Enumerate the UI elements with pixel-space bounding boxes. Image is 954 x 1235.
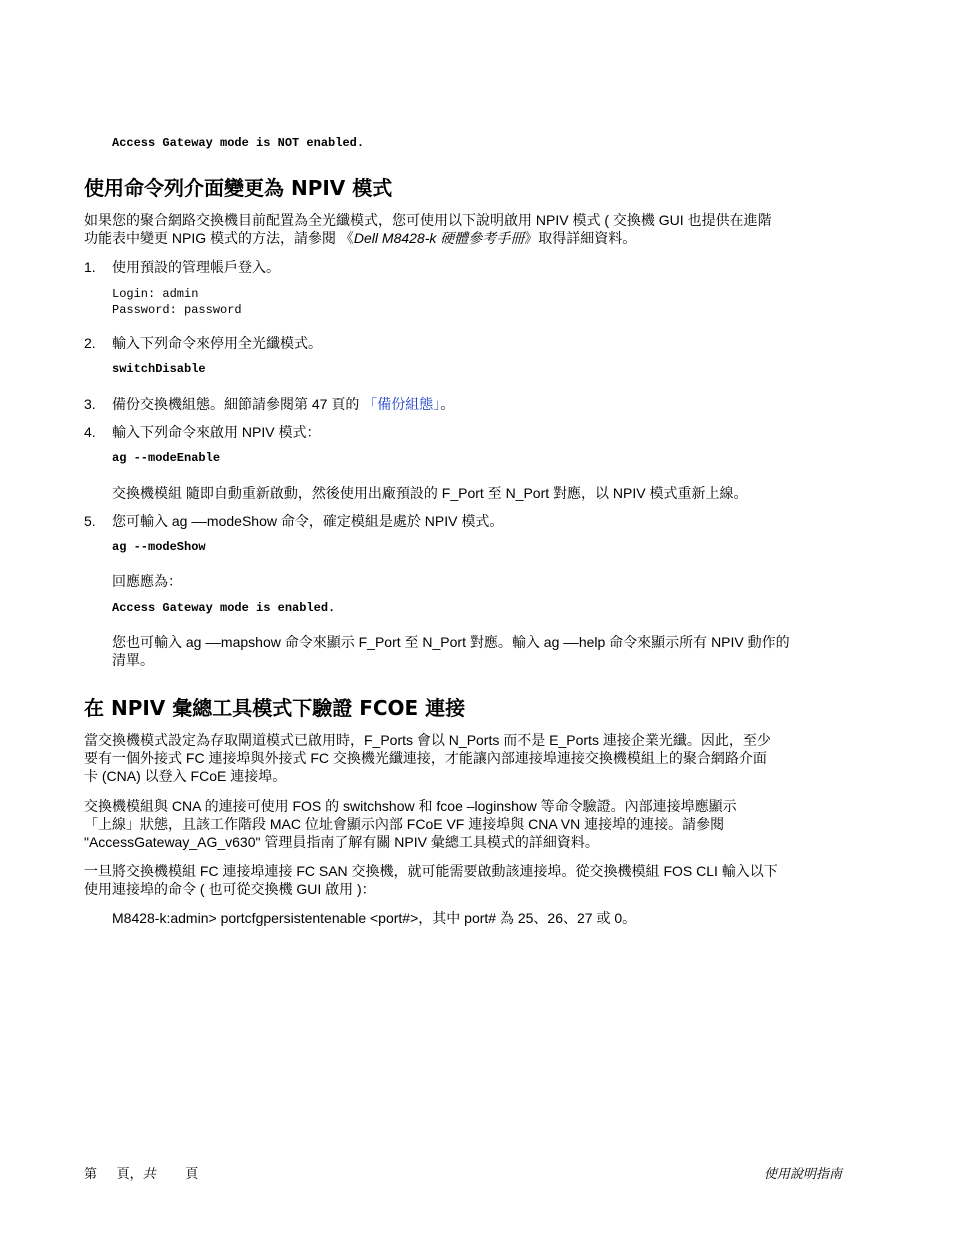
step-text [112,512,503,530]
login-line: Login: admin [112,287,199,301]
footer-page-b: 頁， [116,1166,143,1181]
intro-line1: 如果您的聚合網路交換機目前配置為全光纖模式，您可使用以下說明啟用 NPIV 模式 ( 交換機 GUI 也提供在進階 [84,212,772,228]
cmd-mid: ，其中 [418,910,465,926]
cmd-switch-disable: switchDisable [112,362,206,376]
cmd-mode-enable: ag --modeEnable [112,451,221,465]
footer-page-c: 共 [142,1166,156,1181]
portcfg-command-line [112,909,636,927]
switchshow-cmd: switchshow [343,798,415,814]
p3-line1: 一旦將交換機模組 FC 連接埠連接 FC SAN 交換機，就可能需要啟動該連接埠。從交換機模組 FOS CLI 輸入以下 [84,863,778,879]
mapshow-b: 命令來顯示 F_Port 至 N_Port 對應。輸入 [280,634,544,650]
step-text [112,395,454,413]
manual-title: Dell M8428-k 硬體參考手冊 [353,230,525,246]
step-text-a: 備份交換機組態。細節請參閱第 47 頁的 [112,396,360,412]
step-cmd: ag ––modeShow [171,513,277,529]
response-code: Access Gateway mode is enabled. [112,601,336,615]
after-enable-text: 交換機模組 隨即自動重新啟動，然後使用出廠預設的 F_Port 至 N_Port 對應，以 NPIV 模式重新上線。 [112,485,748,501]
mapshow-c: 命令來顯示所有 NPIV 動作的 [605,634,790,650]
step-number: 1. [84,259,96,275]
mapshow-line1 [112,633,852,651]
step-2 [84,334,322,352]
intro-line2-a: 功能表中變更 NPIG 模式的方法，請參閱 《 [84,230,354,246]
footer-page-d: 頁 [185,1166,199,1181]
section2-p1 [84,731,864,785]
footer-left [84,1163,198,1182]
step-number: 4. [84,424,96,440]
section2-p2 [84,797,864,851]
footer-right-guide-title: 使用說明指南 [763,1166,842,1181]
intro-line2-b: 》取得詳細資料。 [524,230,637,246]
backup-config-link[interactable]: 「備份組態」 [363,396,441,412]
step-text-b: 命令，確定模組是處於 NPIV 模式。 [276,513,504,529]
p2-line1 [84,797,864,815]
step-number: 2. [84,335,96,351]
cmd-arg: <port#> [366,910,419,926]
mapshow-a: 您也可輸入 [112,634,186,650]
top-code-line: Access Gateway mode is NOT enabled. [112,136,365,150]
cmd-port: port# [464,910,497,926]
step-text: 使用預設的管理帳戶登入。 [112,259,280,275]
mapshow-cmd: ag ––mapshow [185,634,281,650]
step-text-b: 。 [440,396,455,412]
p2-a: 交換機模組與 CNA 的連接可使用 FOS 的 [84,798,344,814]
step-number: 3. [84,396,96,412]
p1-line2: 要有一個外接式 FC 連接埠與外接式 FC 交換機光纖連接，才能讓內部連接埠連接交換機模組上的聚合網路介面 [84,750,767,766]
cmd-prompt: M8428-k:admin> [112,910,221,926]
mapshow-paragraph [112,633,852,669]
login-code [112,286,242,318]
mapshow-line2: 清單。 [112,652,154,668]
response-label: 回應應為： [112,573,182,589]
step-4 [84,423,321,441]
help-cmd: ag ––help [543,634,606,650]
step-1 [84,258,280,276]
step-3 [84,395,455,413]
p2-c: 等命令驗證。內部連接埠應顯示 [536,798,737,814]
section2-p3 [84,862,864,898]
step-text: 輸入下列命令來啟用 NPIV 模式： [112,424,321,440]
p3-line2: 使用連接埠的命令 ( 也可從交換機 GUI 啟用 )： [84,881,376,897]
section1-intro [84,211,864,247]
p2-b: 和 [414,798,437,814]
p2-line2: 「上線」狀態，且該工作階段 MAC 位址會顯示內部 FCoE VF 連接埠與 CNA VN 連接埠的連接。請參閱 [84,816,725,832]
step-number: 5. [84,513,96,529]
cmd-name: portcfgpersistentenable [220,910,367,926]
footer-page-a: 第 [84,1166,98,1181]
cmd-tail: 為 25、26、27 或 0。 [496,910,637,926]
intro-line2 [84,229,864,247]
p1-line1: 當交換機模式設定為存取閘道模式已啟用時，F_Ports 會以 N_Ports 而不是 E_Ports 連接企業光纖。因此，至少 [84,732,771,748]
step-text: 輸入下列命令來停用全光纖模式。 [112,335,322,351]
step-5 [84,512,504,530]
loginshow-cmd: fcoe –loginshow [436,798,537,814]
step-text-a: 您可輸入 [112,513,172,529]
cmd-mode-show: ag --modeShow [112,540,206,554]
p1-line3: 卡 (CNA) 以登入 FCoE 連接埠。 [84,768,287,784]
section2-title: 在 NPIV 彙總工具模式下驗證 FCOE 連接 [84,696,466,720]
section1-title: 使用命令列介面變更為 NPIV 模式 [84,176,393,200]
password-line: Password: password [112,303,242,317]
p2-line3: "AccessGateway_AG_v630" 管理員指南了解有關 NPIV 彙總工具模式的詳細資料。 [84,834,599,850]
